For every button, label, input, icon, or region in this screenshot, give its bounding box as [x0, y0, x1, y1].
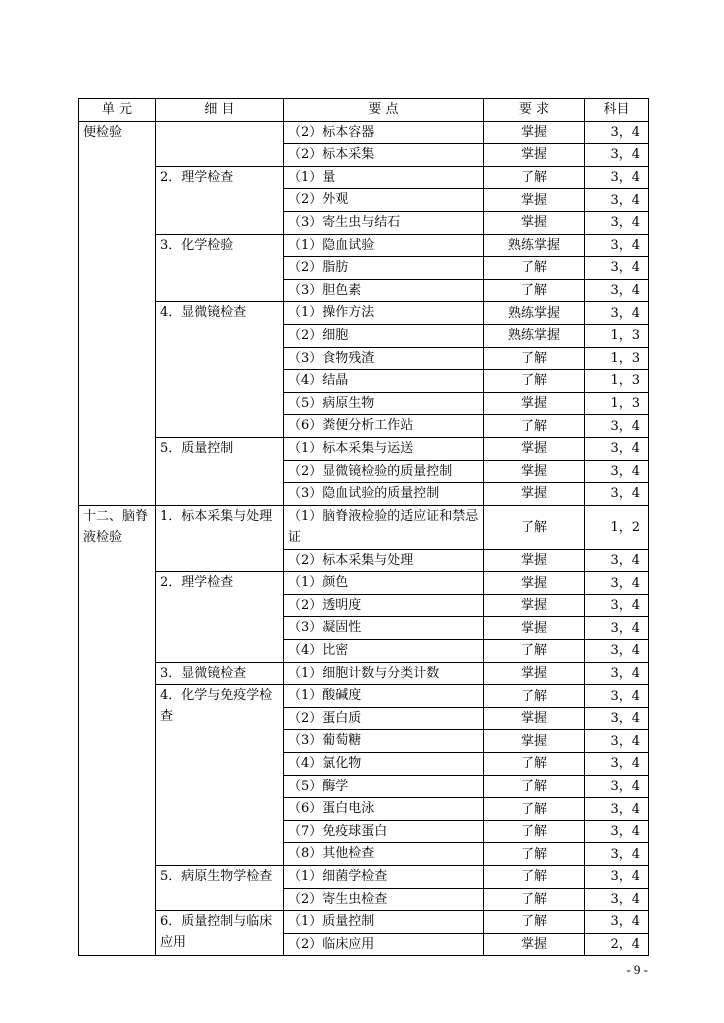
table-row [79, 662, 649, 685]
requirement-cell: 了解 [484, 866, 585, 889]
detail-cell: 5．病原生物学检查 [156, 866, 284, 911]
subject-cell: 3，4 [585, 302, 649, 325]
subject-cell: 3，4 [585, 866, 649, 889]
subject-cell: 3，4 [585, 121, 649, 144]
point-cell: （2）脂肪 [284, 257, 484, 280]
subject-cell: 3，4 [585, 594, 649, 617]
detail-cell: 5．质量控制 [156, 437, 284, 505]
subject-cell: 3，4 [585, 257, 649, 280]
point-cell: （2）临床应用 [284, 933, 484, 956]
detail-cell: 4．显微镜检查 [156, 302, 284, 438]
subject-cell: 3，4 [585, 707, 649, 730]
table-row [79, 166, 649, 189]
syllabus-table [78, 98, 649, 956]
requirement-cell: 掌握 [484, 617, 585, 640]
point-cell: （2）标本采集 [284, 144, 484, 167]
subject-cell: 3，4 [585, 617, 649, 640]
requirement-cell: 掌握 [484, 437, 585, 460]
detail-cell: 2．理学检查 [156, 166, 284, 234]
subject-cell: 1，3 [585, 370, 649, 393]
point-cell: （2）细胞 [284, 324, 484, 347]
point-cell: （1）隐血试验 [284, 234, 484, 257]
subject-cell: 3，4 [585, 189, 649, 212]
requirement-cell: 了解 [484, 166, 585, 189]
point-cell: （1）酸碱度 [284, 685, 484, 708]
subject-cell: 3，4 [585, 685, 649, 708]
table-row [79, 572, 649, 595]
header-detail: 细 目 [156, 99, 284, 122]
requirement-cell: 了解 [484, 685, 585, 708]
table-row [79, 911, 649, 934]
requirement-cell: 了解 [484, 279, 585, 302]
point-cell: （2）显微镜检验的质量控制 [284, 460, 484, 483]
detail-cell: 1．标本采集与处理 [156, 505, 284, 572]
requirement-cell: 掌握 [484, 483, 585, 506]
point-cell: （3）凝固性 [284, 617, 484, 640]
point-cell: （2）外观 [284, 189, 484, 212]
header-requirement: 要 求 [484, 99, 585, 122]
table-row [79, 437, 649, 460]
point-cell: （2）蛋白质 [284, 707, 484, 730]
subject-cell: 3，4 [585, 730, 649, 753]
subject-cell: 3，4 [585, 572, 649, 595]
requirement-cell: 了解 [484, 775, 585, 798]
subject-cell: 3，4 [585, 166, 649, 189]
subject-cell: 3，4 [585, 279, 649, 302]
point-cell: （3）隐血试验的质量控制 [284, 483, 484, 506]
requirement-cell: 了解 [484, 640, 585, 663]
detail-cell: 3．化学检验 [156, 234, 284, 302]
requirement-cell: 掌握 [484, 144, 585, 167]
point-cell: （1）标本采集与运送 [284, 437, 484, 460]
requirement-cell: 熟练掌握 [484, 324, 585, 347]
subject-cell: 1，3 [585, 392, 649, 415]
requirement-cell: 熟练掌握 [484, 302, 585, 325]
requirement-cell: 了解 [484, 505, 585, 549]
point-cell: （5）酶学 [284, 775, 484, 798]
subject-cell: 3，4 [585, 460, 649, 483]
point-cell: （8）其他检查 [284, 843, 484, 866]
subject-cell: 3，4 [585, 888, 649, 911]
point-cell: （6）粪便分析工作站 [284, 415, 484, 438]
subject-cell: 1，3 [585, 324, 649, 347]
requirement-cell: 掌握 [484, 662, 585, 685]
point-cell: （3）寄生虫与结石 [284, 211, 484, 234]
detail-cell: 2．理学检查 [156, 572, 284, 662]
point-cell: （4）氯化物 [284, 753, 484, 776]
table-row [79, 302, 649, 325]
subject-cell: 3，4 [585, 549, 649, 572]
requirement-cell: 掌握 [484, 594, 585, 617]
subject-cell: 3，4 [585, 211, 649, 234]
subject-cell: 3，4 [585, 437, 649, 460]
subject-cell: 3，4 [585, 753, 649, 776]
requirement-cell: 了解 [484, 257, 585, 280]
requirement-cell: 了解 [484, 753, 585, 776]
point-cell: （1）细菌学检查 [284, 866, 484, 889]
point-cell: （5）病原生物 [284, 392, 484, 415]
requirement-cell: 掌握 [484, 121, 585, 144]
requirement-cell: 掌握 [484, 549, 585, 572]
table-row [79, 685, 649, 708]
point-cell: （4）比密 [284, 640, 484, 663]
point-cell: （2）标本容器 [284, 121, 484, 144]
point-cell: （2）寄生虫检查 [284, 888, 484, 911]
header-subject: 科目 [585, 99, 649, 122]
subject-cell: 3，4 [585, 234, 649, 257]
subject-cell: 3，4 [585, 843, 649, 866]
point-cell: （3）胆色素 [284, 279, 484, 302]
requirement-cell: 掌握 [484, 392, 585, 415]
point-cell: （1）脑脊液检验的适应证和禁忌证 [284, 505, 484, 549]
requirement-cell: 掌握 [484, 730, 585, 753]
requirement-cell: 了解 [484, 888, 585, 911]
table-body [79, 121, 649, 956]
requirement-cell: 掌握 [484, 211, 585, 234]
header-point: 要 点 [284, 99, 484, 122]
table-row [79, 505, 649, 549]
point-cell: （4）结晶 [284, 370, 484, 393]
requirement-cell: 掌握 [484, 460, 585, 483]
table-row [79, 121, 649, 144]
requirement-cell: 了解 [484, 820, 585, 843]
table-row [79, 866, 649, 889]
requirement-cell: 熟练掌握 [484, 234, 585, 257]
page-number: - 9 - [626, 962, 648, 977]
requirement-cell: 掌握 [484, 933, 585, 956]
subject-cell: 3，4 [585, 640, 649, 663]
subject-cell: 3，4 [585, 911, 649, 934]
requirement-cell: 了解 [484, 911, 585, 934]
requirement-cell: 了解 [484, 347, 585, 370]
subject-cell: 2，4 [585, 933, 649, 956]
subject-cell: 3，4 [585, 483, 649, 506]
requirement-cell: 掌握 [484, 707, 585, 730]
requirement-cell: 了解 [484, 843, 585, 866]
requirement-cell: 了解 [484, 370, 585, 393]
point-cell: （6）蛋白电泳 [284, 798, 484, 821]
point-cell: （3）食物残渣 [284, 347, 484, 370]
header-unit: 单 元 [79, 99, 156, 122]
point-cell: （1）颜色 [284, 572, 484, 595]
point-cell: （2）透明度 [284, 594, 484, 617]
subject-cell: 3，4 [585, 775, 649, 798]
subject-cell: 3，4 [585, 415, 649, 438]
detail-cell: 3．显微镜检查 [156, 662, 284, 685]
requirement-cell: 掌握 [484, 572, 585, 595]
requirement-cell: 掌握 [484, 189, 585, 212]
subject-cell: 3，4 [585, 144, 649, 167]
subject-cell: 3，4 [585, 820, 649, 843]
requirement-cell: 了解 [484, 415, 585, 438]
unit-cell: 十二、脑脊液检验 [79, 505, 156, 956]
point-cell: （1）细胞计数与分类计数 [284, 662, 484, 685]
point-cell: （1）量 [284, 166, 484, 189]
table-header-row [79, 99, 649, 122]
detail-cell [156, 121, 284, 166]
detail-cell: 4．化学与免疫学检查 [156, 685, 284, 866]
point-cell: （1）质量控制 [284, 911, 484, 934]
point-cell: （2）标本采集与处理 [284, 549, 484, 572]
point-cell: （1）操作方法 [284, 302, 484, 325]
point-cell: （7）免疫球蛋白 [284, 820, 484, 843]
table-row [79, 234, 649, 257]
subject-cell: 3，4 [585, 798, 649, 821]
detail-cell: 6．质量控制与临床应用 [156, 911, 284, 956]
subject-cell: 1，2 [585, 505, 649, 549]
point-cell: （3）葡萄糖 [284, 730, 484, 753]
unit-cell: 便检验 [79, 121, 156, 505]
subject-cell: 3，4 [585, 662, 649, 685]
subject-cell: 1，3 [585, 347, 649, 370]
requirement-cell: 了解 [484, 798, 585, 821]
